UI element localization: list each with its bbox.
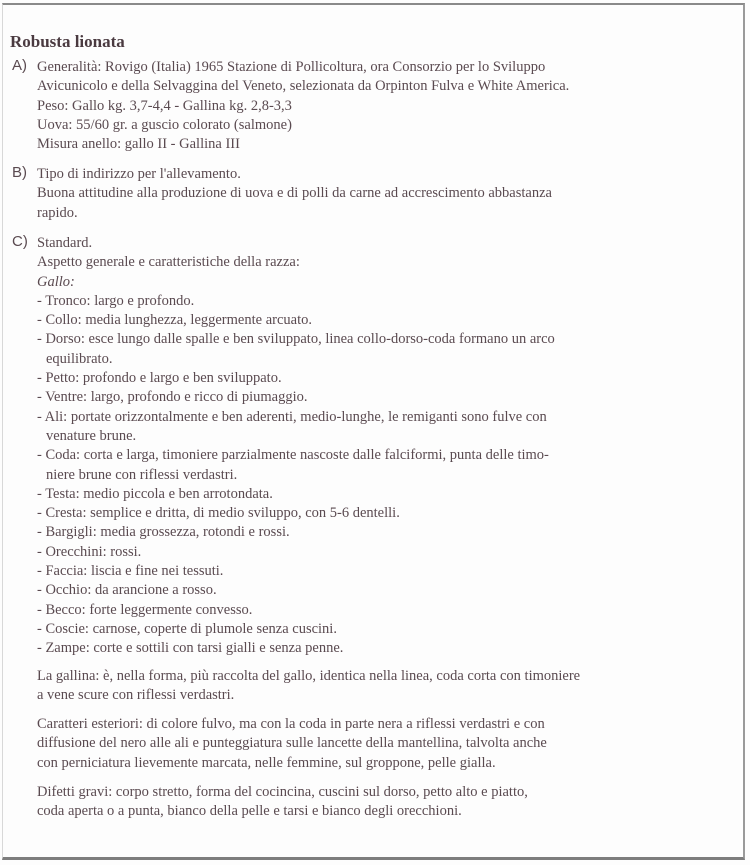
- standard-heading: Standard.: [37, 235, 93, 251]
- trait-item: [37, 485, 730, 504]
- trait-item: [37, 581, 730, 600]
- general-info-line: Generalità: Rovigo (Italia) 1965 Stazione di Pollicoltura, ora Consorzio per lo Sviluppo: [37, 59, 546, 75]
- trait-text-continued: niere brune con riflessi verdastri.: [46, 466, 238, 483]
- trait-text: - Coda: corta e larga, timoniere parzialmente nascoste dalle falciformi, punta delle timo-: [37, 447, 549, 464]
- trait-item: [37, 601, 730, 620]
- trait-text: - Bargigli: media grossezza, rotondi e rossi.: [37, 524, 290, 541]
- trait-text: - Zampe: corte e sottili con tarsi gialli e senza penne.: [37, 640, 344, 657]
- section-a-body: [37, 58, 730, 154]
- breeding-desc-line: rapido.: [37, 204, 78, 221]
- external-traits-paragraph: [37, 715, 730, 773]
- serious-defects-paragraph: [37, 783, 730, 822]
- trait-text: - Dorso: esce lungo dalle spalle e ben sviluppato, linea collo-dorso-coda formano un arco: [37, 331, 555, 348]
- section-b-letter: B): [12, 164, 27, 181]
- weight-line: Peso: Gallo kg. 3,7-4,4 - Gallina kg. 2,8-3,3: [37, 97, 292, 114]
- trait-text: - Testa: medio piccola e ben arrotondata.: [37, 485, 273, 502]
- trait-item: [37, 388, 730, 407]
- trait-text: - Faccia: liscia e fine nei tessuti.: [37, 563, 224, 580]
- trait-text: - Tronco: largo e profondo.: [37, 292, 195, 309]
- section-c-letter: C): [12, 233, 28, 250]
- section-c-body: [37, 234, 730, 822]
- paragraph-line: con perniciatura lievemente marcata, nelle femmine, sul groppone, pelle gialla.: [37, 754, 496, 771]
- paragraph-line: Difetti gravi: corpo stretto, forma del cocincina, cuscini sul dorso, petto alto e piatto,: [37, 784, 528, 801]
- gallina-paragraph: [37, 667, 730, 706]
- trait-item: [37, 408, 730, 447]
- trait-text: - Cresta: semplice e dritta, di medio sviluppo, con 5-6 dentelli.: [37, 505, 400, 522]
- paragraph-line: La gallina: è, nella forma, più raccolta del gallo, identica nella linea, coda corta con timoniere: [37, 667, 581, 684]
- breeding-desc-line: Buona attitudine alla produzione di uova e di polli da carne ad accrescimento abbastanza: [37, 185, 552, 202]
- trait-text: - Ventre: largo, profondo e ricco di piumaggio.: [37, 389, 308, 406]
- standard-subheading: Aspetto generale e caratteristiche della razza:: [37, 254, 300, 271]
- paragraph-line: coda aperta o a punta, bianco della pelle e tarsi e bianco degli orecchioni.: [37, 803, 462, 820]
- trait-item: [37, 543, 730, 562]
- breeding-type-line: Tipo di indirizzo per l'allevamento.: [37, 166, 241, 182]
- trait-text-continued: venature brune.: [46, 427, 137, 444]
- general-info-line: Avicunicolo e della Selvaggina del Veneto, selezionata da Orpinton Fulva e White America.: [37, 78, 570, 95]
- trait-item: [37, 446, 730, 485]
- trait-item: [37, 620, 730, 639]
- trait-item: [37, 639, 730, 658]
- trait-text: - Petto: profondo e largo e ben sviluppato.: [37, 370, 282, 387]
- trait-item: [37, 504, 730, 523]
- trait-text: - Ali: portate orizzontalmente e ben aderenti, medio-lunghe, le remiganti sono fulve con: [37, 408, 547, 425]
- trait-text: - Occhio: da arancione a rosso.: [37, 582, 217, 599]
- trait-item: [37, 292, 730, 311]
- ring-size-line: Misura anello: gallo II - Gallina III: [37, 136, 240, 153]
- eggs-line: Uova: 55/60 gr. a guscio colorato (salmone): [37, 116, 292, 133]
- trait-item: [37, 369, 730, 388]
- section-b-body: [37, 165, 730, 223]
- trait-text: - Becco: forte leggermente convesso.: [37, 601, 253, 618]
- section-a-letter: A): [12, 57, 27, 74]
- trait-item: [37, 523, 730, 542]
- trait-item: [37, 311, 730, 330]
- paragraph-line: Caratteri esteriori: di colore fulvo, ma con la coda in parte nera a riflessi verdastri e con: [37, 716, 545, 733]
- trait-text-continued: equilibrato.: [46, 350, 113, 367]
- trait-text: - Coscie: carnose, coperte di plumole senza cuscini.: [37, 620, 337, 637]
- trait-text: - Orecchini: rossi.: [37, 543, 142, 560]
- paragraph-line: a vene scure con riflessi verdastri.: [37, 686, 235, 703]
- gallo-traits-list: [37, 292, 730, 659]
- trait-item: [37, 562, 730, 581]
- paragraph-line: diffusione del nero alle ali e punteggiatura sulle lancette della mantellina, talvolta anche: [37, 735, 547, 752]
- breed-title: Robusta lionata: [10, 32, 125, 51]
- trait-item: [37, 330, 730, 369]
- trait-text: - Collo: media lunghezza, leggermente arcuato.: [37, 312, 312, 329]
- gallo-label: Gallo:: [37, 273, 75, 290]
